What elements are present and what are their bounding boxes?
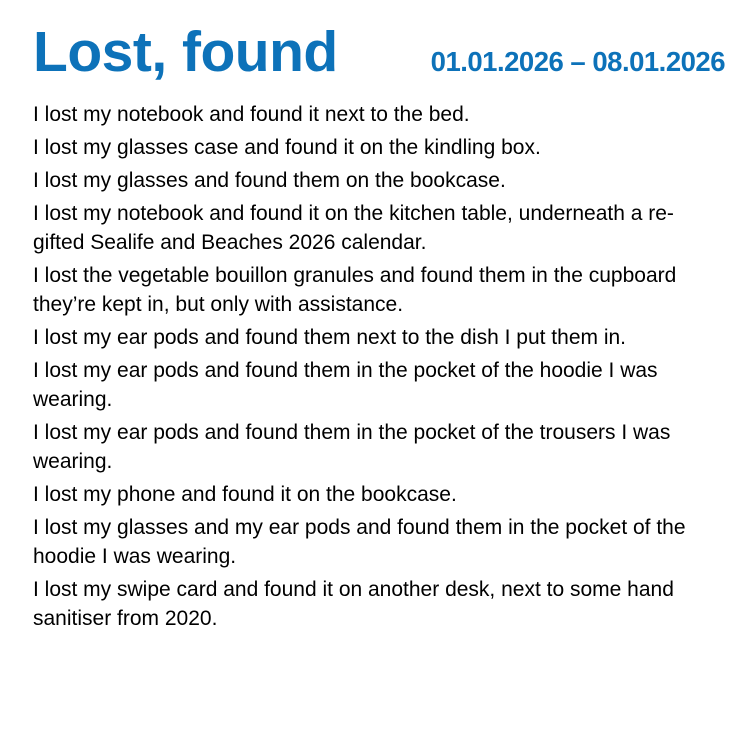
entry: I lost my ear pods and found them in the pocket of the hoodie I was wearing.: [33, 359, 658, 411]
entry: I lost my ear pods and found them next to the dish I put them in.: [33, 326, 627, 349]
entry: I lost my notebook and found it next to the bed.: [33, 103, 470, 126]
entry: I lost my glasses and found them on the bookcase.: [33, 169, 506, 192]
lost-found-entries: [33, 100, 725, 633]
page-title: Lost, found: [33, 20, 338, 84]
entry: I lost my phone and found it on the bookcase.: [33, 483, 457, 506]
page-header: [33, 20, 725, 84]
entry: I lost my ear pods and found them in the pocket of the trousers I was wearing.: [33, 421, 671, 473]
entry: I lost my notebook and found it on the kitchen table, underneath a re-gifted Sealife and Beaches 2026 calendar.: [33, 202, 674, 254]
entry: I lost my swipe card and found it on another desk, next to some hand sanitiser from 2020.: [33, 578, 674, 630]
entry: I lost the vegetable bouillon granules and found them in the cupboard they’re kept in, but only with assistance.: [33, 264, 677, 316]
entry: I lost my glasses and my ear pods and found them in the pocket of the hoodie I was wearing.: [33, 516, 686, 568]
date-range: 01.01.2026 – 08.01.2026: [430, 46, 725, 77]
entry: I lost my glasses case and found it on the kindling box.: [33, 136, 541, 159]
